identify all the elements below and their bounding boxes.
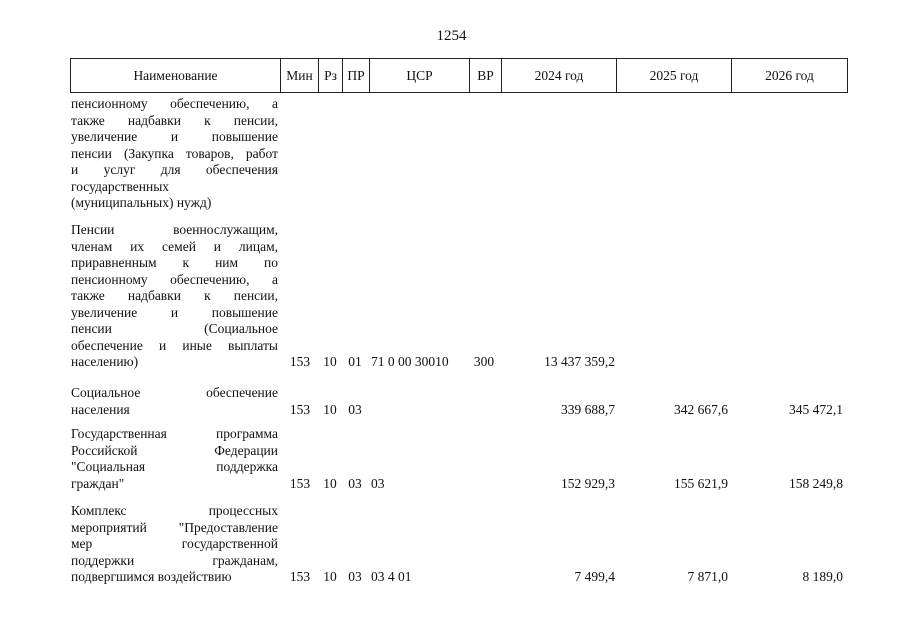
- cell-rz: 10: [323, 475, 337, 491]
- header-2026: 2026 год: [731, 58, 848, 93]
- row-name-line: мероприятий "Предоставление: [71, 519, 278, 535]
- cell-2026: 8 189,0: [802, 569, 843, 584]
- row-name-line: членам их семей и лицам,: [71, 238, 278, 254]
- cell-pr: 03: [348, 569, 362, 584]
- cell-2026: 158 249,8: [789, 475, 843, 491]
- row-name-line: также надбавки к пенсии,: [71, 288, 278, 303]
- header-vr: ВР: [469, 58, 502, 93]
- cell-pr: 01: [348, 354, 362, 369]
- cell-2024: 152 929,3: [561, 475, 615, 491]
- cell-min: 153: [289, 354, 311, 369]
- row-name-line: увеличение и повышение: [71, 129, 278, 144]
- row-name: [71, 222, 278, 371]
- cell-2025: 342 667,6: [674, 401, 728, 417]
- cell-vr: 300: [473, 354, 495, 369]
- row-name-line: пенсии (Закупка товаров, работ: [71, 145, 278, 161]
- cell-min: 153: [289, 569, 311, 584]
- row-name-line: увеличение и повышение: [71, 304, 278, 320]
- cell-min: 153: [289, 475, 311, 491]
- row-name-line: Пенсии военнослужащим,: [71, 222, 278, 237]
- row-name-line: приравненным к ним по: [71, 255, 278, 270]
- row-name-line: пенсионному обеспечению, а: [71, 271, 278, 287]
- header-csr: ЦСР: [369, 58, 470, 93]
- row-name-line: и услуг для обеспечения: [71, 162, 278, 177]
- cell-2024: 339 688,7: [561, 401, 615, 417]
- row-name-line: подвергшимся воздействию: [71, 569, 232, 584]
- cell-csr: 71 0 00 30010: [371, 354, 449, 369]
- cell-csr: 03 4 01: [371, 569, 412, 584]
- cell-csr: 03: [371, 475, 385, 491]
- cell-rz: 10: [323, 569, 337, 584]
- header-min: Мин: [280, 58, 319, 93]
- row-name: [71, 426, 278, 492]
- row-name-line: Социальное обеспечение: [71, 385, 278, 400]
- cell-2025: 7 871,0: [687, 569, 728, 584]
- cell-rz: 10: [323, 354, 337, 369]
- row-name-line: государственных: [71, 178, 170, 194]
- row-name-line: пенсии (Социальное: [71, 321, 278, 336]
- header-name: Наименование: [70, 58, 281, 93]
- row-name-line: обеспечение и иные выплаты: [71, 337, 278, 353]
- cell-min: 153: [289, 401, 311, 417]
- cell-2024: 13 437 359,2: [544, 354, 615, 369]
- cell-2024: 7 499,4: [574, 569, 615, 584]
- row-name-line: пенсионному обеспечению, а: [71, 96, 278, 111]
- row-name-line: также надбавки к пенсии,: [71, 112, 278, 128]
- row-name-line: мер государственной: [71, 536, 278, 551]
- row-name-line: поддержки гражданам,: [71, 552, 278, 568]
- cell-pr: 03: [348, 401, 362, 417]
- row-name: [71, 96, 278, 212]
- cell-pr: 03: [348, 475, 362, 491]
- cell-2025: 155 621,9: [674, 475, 728, 491]
- row-name-line: граждан": [71, 475, 125, 491]
- row-name-line: Комплекс процессных: [71, 503, 278, 518]
- row-name: [71, 503, 278, 586]
- header-pr: ПР: [342, 58, 370, 93]
- header-2024: 2024 год: [501, 58, 617, 93]
- row-name-line: (муниципальных) нужд): [71, 195, 212, 210]
- row-name-line: населения: [71, 401, 130, 417]
- cell-2026: 345 472,1: [789, 401, 843, 417]
- page-number: 1254: [436, 28, 467, 44]
- row-name-line: Государственная программа: [71, 426, 278, 441]
- row-name-line: населению): [71, 354, 139, 369]
- header-2025: 2025 год: [616, 58, 732, 93]
- row-name-line: Российской Федерации: [71, 442, 278, 458]
- row-name: [71, 385, 278, 418]
- cell-rz: 10: [323, 401, 337, 417]
- row-name-line: "Социальная поддержка: [71, 459, 278, 474]
- header-rz: Рз: [318, 58, 343, 93]
